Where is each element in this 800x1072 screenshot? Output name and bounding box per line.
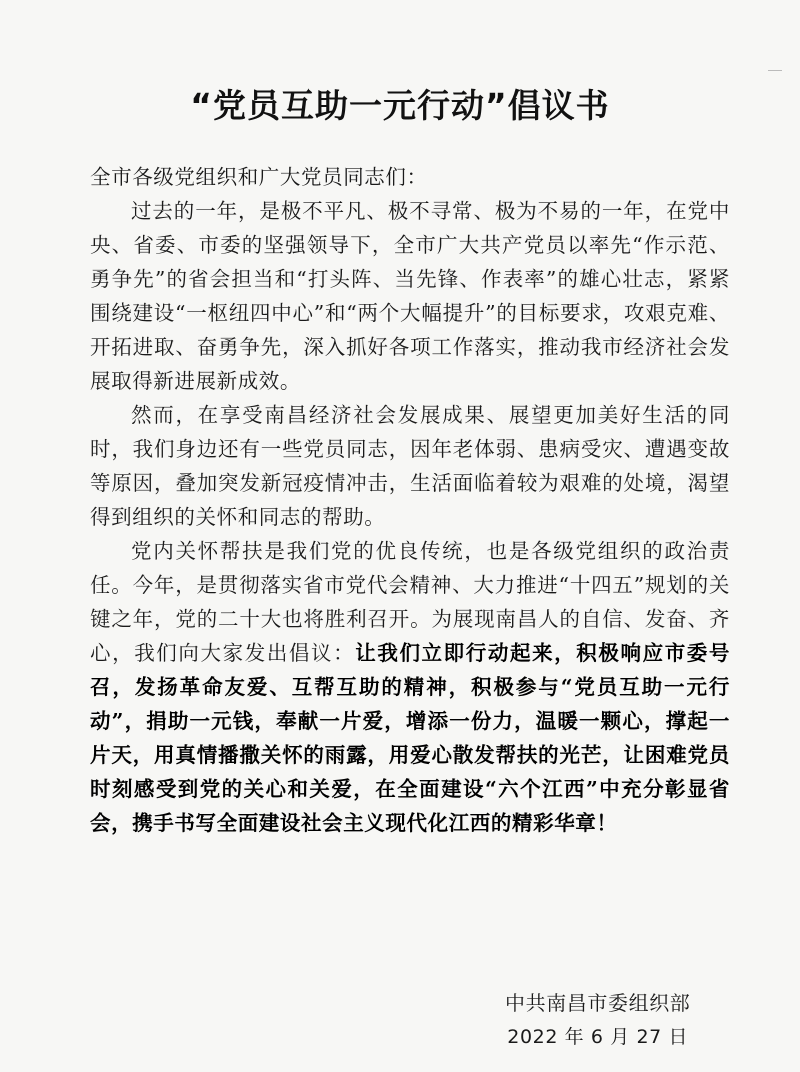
paragraph-2-text: 然而，在享受南昌经济社会发展成果、展望更加美好生活的同时，我们身边还有一些党员同志，因年老体弱、患病受灾、遭遇变故等原因，叠加突发新冠疫情冲击，生活面临着较为艰难的处境，渴望得到组织的关怀和同志的帮助。 [90,403,730,529]
document-body [90,160,730,840]
paragraph-1-text: 过去的一年，是极不平凡、极不寻常、极为不易的一年，在党中央、省委、市委的坚强领导下，全市广大共产党员以率先“作示范、勇争先”的省会担当和“打头阵、当先锋、作表率”的雄心壮志，紧紧围绕建设“一枢纽四中心”和“两个大幅提升”的目标要求，攻艰克难、开拓进取、奋勇争先，深入抓好各项工作落实，推动我市经济社会发展取得新进展新成效。 [90,199,730,393]
signature-date: 2022 年 6 月 27 日 [507,1026,689,1048]
paragraph-3 [90,534,730,840]
paragraph-3-bold-appeal: 让我们立即行动起来，积极响应市委号召，发扬革命友爱、互帮互助的精神，积极参与“党员互助一元行动”，捐助一元钱，奉献一片爱，增添一份力，温暖一颗心，撑起一片天，用真情播撒关怀的雨露，用爱心散发帮扶的光芒，让困难党员时刻感受到党的关心和关爱，在全面建设“六个江西”中充分彰显省会，携手书写全面建设社会主义现代化江西的精彩华章！ [90,641,731,835]
signature-org: 中共南昌市委组织部 [505,991,691,1015]
salutation: 全市各级党组织和广大党员同志们： [90,165,428,189]
signature-block [505,986,690,1054]
paragraph-1 [90,194,730,398]
paragraph-2 [90,398,730,534]
paragraph-3-text: 党内关怀帮扶是我们党的优良传统，也是各级党组织的政治责任。今年，是贯彻落实省市党代会精神、大力推进“十四五”规划的关键之年，党的二十大也将胜利召开。为展现南昌人的自信、发奋、齐心，我们向大家发出倡议： [90,539,730,665]
document-title: “党员互助一元行动”倡议书 [190,86,610,125]
